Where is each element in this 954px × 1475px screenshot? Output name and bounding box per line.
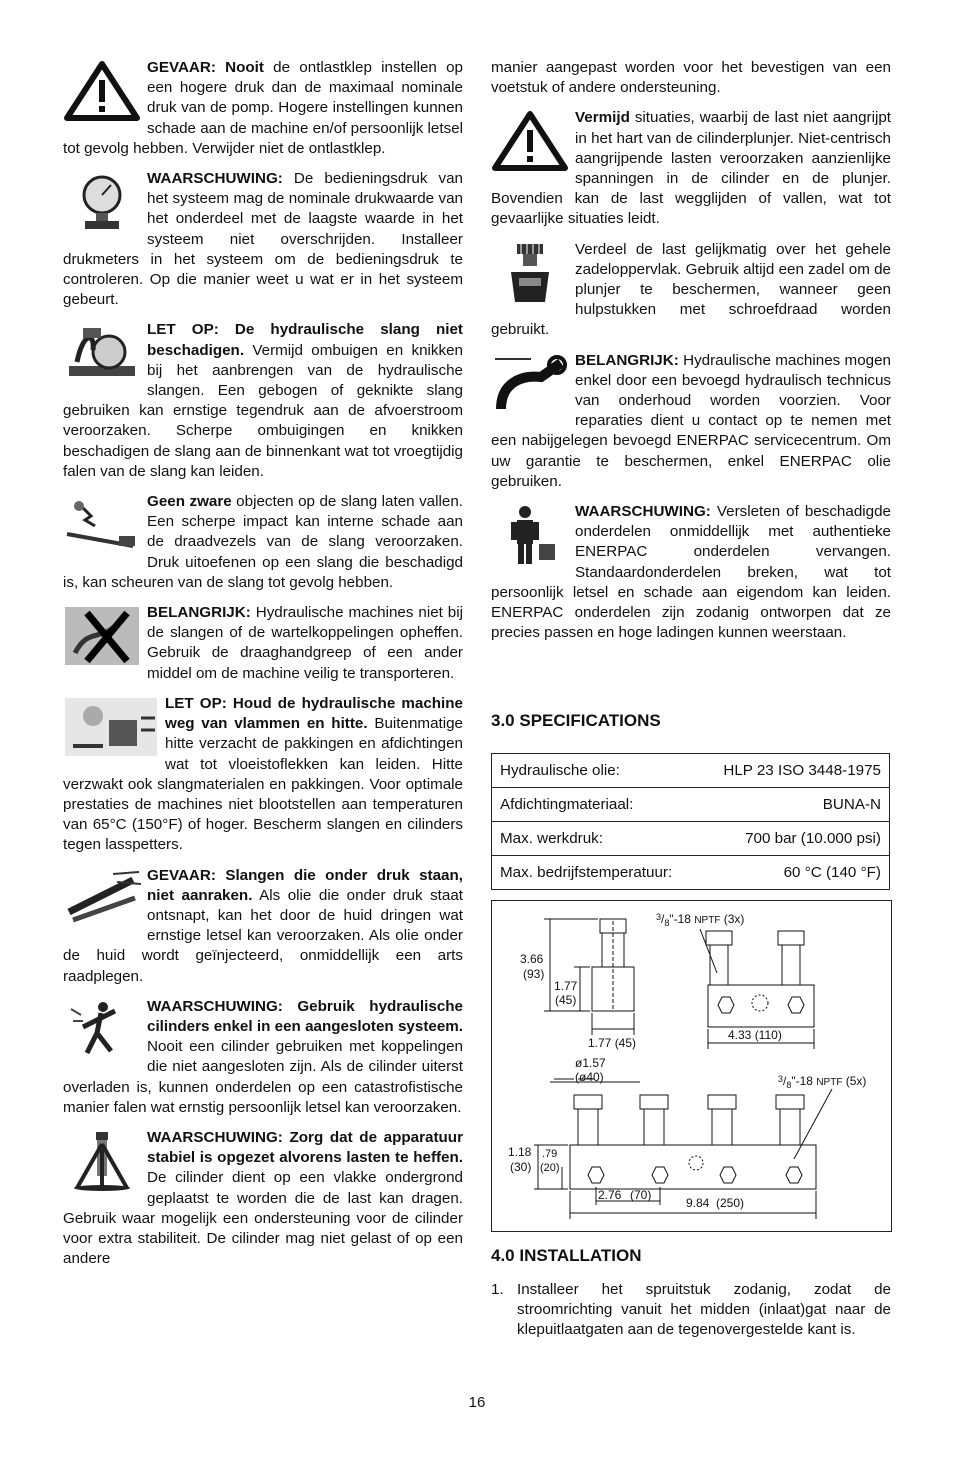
warning3-text: De cilinder dient op een vlakke ondergrond geplaatst te worden die de last kan dragen. Gebruik waar mogelijk een ondersteuning voor de cilinder voor extra stabiliteit. De cilinder mag niet gelast of op een andere — [63, 1169, 463, 1268]
danger-relief-valve — [63, 58, 463, 159]
warning-lead: WAARSCHUWING: — [147, 170, 283, 188]
danger2-lead: GEVAAR: Slangen die onder druk staan, niet aanraken. — [147, 866, 463, 904]
dim-45: (45) — [555, 993, 577, 1007]
person-parts-icon — [491, 504, 569, 566]
avoid-lead: Vermijd — [575, 109, 630, 127]
warning-triangle-icon — [491, 110, 569, 172]
no-heavy-objects — [63, 492, 463, 593]
danger-pressurized-hose — [63, 866, 463, 987]
table-row — [492, 788, 890, 822]
worn-text: Versleten of beschadigde onderdelen onmiddellijk met authentieke ENERPAC onderdelen vervangen. Standaardonderdelen breken, wat tot persoonlijk letsel en schade aan eigendom kan leiden. ENERPAC onderdelen zijn zodanig ontworpen dat ze precies passen en hoge ladingen kunnen weerstaan. — [491, 503, 891, 642]
left-column — [63, 58, 463, 1279]
important-text: Hydraulische machines niet bij de slangen of de wartelkoppelingen opheffen. Gebruik de draaghandgreep of een ander middel om de machine veilig te transporteren. — [147, 604, 463, 682]
specifications-heading: 3.0 SPECIFICATIONS — [491, 711, 661, 730]
person-explosion-icon — [63, 999, 141, 1061]
saddle-cylinder-icon — [491, 242, 569, 304]
warning-worn-parts — [491, 502, 891, 643]
important-lead: BELANGRIJK: — [147, 604, 251, 622]
caution-heat — [63, 694, 463, 856]
dim-30: (30) — [510, 1160, 532, 1174]
dim-20: (20) — [540, 1162, 560, 1174]
pressure-gauge-icon — [63, 171, 141, 233]
warning-text: De bedieningsdruk van het systeem mag de nominale drukwaarde van het onderdeel met de laagste waarde in het systeem niet overschrijden. Installeer drukmeters in het systeem om de bedieningsdruk te controleren. Op die manier weet u wat er in het systeem gebeurt. — [63, 170, 463, 309]
list-text: Installeer het spruitstuk zodanig, zodat de stroomrichting vanuit het midden (inlaat)gat naar de klepuitlaatgaten aan de tegenovergestelde kant is. — [517, 1281, 891, 1339]
warning-connected-system — [63, 997, 463, 1118]
distribute-text: Verdeel de last gelijkmatig over het gehele zadeloppervlak. Gebruik altijd een zadel om de plunjer te beschermen, wanneer geen hulpstukken met schroefdraad worden gebruikt. — [491, 240, 891, 339]
distribute-load — [491, 240, 891, 341]
warning-triangle-icon — [63, 60, 141, 122]
thread-5x-label: $^3/_8"-18$ NPTF (5x) — [778, 1074, 867, 1090]
dim-433-110: 4.33 (110) — [728, 1028, 782, 1042]
hand-hose-spray-icon — [63, 868, 141, 930]
falling-object-icon — [63, 494, 141, 556]
dim-250: (250) — [716, 1196, 745, 1210]
installation-heading: 4.0 INSTALLATION — [491, 1246, 642, 1265]
service-lead: BELANGRIJK: — [575, 351, 679, 369]
dim-d157: ø1.57 — [575, 1056, 606, 1070]
spec-label: Hydraulische olie: — [492, 754, 699, 788]
dim-984: 9.84 — [686, 1196, 710, 1210]
cylinder-stand-icon — [63, 1130, 141, 1192]
avoid-text: situaties, waarbij de last niet aangrijpt in het hart van de cilinderplunjer. Niet-centrisch aangrijpende lasten veroorzaken aanzienlijke spanningen in de cilinder en de plunjer. Bovendien kan de last wegglijden of vallen, wat tot gevaarlijke situaties leidt. — [491, 109, 891, 228]
caution-text: Vermijd ombuigen en knikken bij het aanbrengen van de hydraulische slangen. Een gebogen of geknikte slang gebruiken kan ernstige tegendruk aan de afvoerstroom veroorzaken. Scherpe ombuigingen en knikken beschadigen de slang aan de binnenkant wat tot vroegtijdig falen van de slang kan leiden. — [63, 341, 463, 480]
dim-118: 1.18 — [508, 1145, 532, 1159]
worn-lead: WAARSCHUWING: — [575, 503, 711, 521]
no-lift-by-hose-icon — [63, 605, 141, 667]
table-row — [492, 754, 890, 788]
warning2-lead: WAARSCHUWING: Gebruik hydraulische cilinders enkel in een aangesloten systeem. — [147, 997, 463, 1035]
spec-value: HLP 23 ISO 3448-1975 — [698, 754, 889, 788]
dim-70: (70) — [630, 1188, 652, 1202]
no-heavy-text: objecten op de slang laten vallen. Een scherpe impact kan interne schade aan de draadvezels van de slang veroorzaken. Druk uitoefenen op een slang die beschadigd is, kan scheuren van de slang tot gevolg hebben. — [63, 493, 463, 591]
avoid-off-center — [491, 108, 891, 229]
continued-text: manier aangepast worden voor het bevestigen van een voetstuk of andere ondersteuning. — [491, 59, 891, 97]
list-item — [491, 1280, 891, 1341]
service-text: Hydraulische machines mogen enkel door een bevoegd hydraulisch technicus van onderhoud worden voorzien. Voor reparaties dient u contact op te nemen met een nabijgelegen bevoegd ENERPAC servicecentrum. Om uw garantie te beschermen, enkel ENERPAC olie gebruiken. — [491, 351, 891, 490]
heat-text: Buitenmatige hitte verzacht de pakkingen en afdichtingen wat tot vloeistoflekken kan leiden. Hitte verzwakt ook slangmaterialen en pakkingen. Voor optimale prestaties de machines niet blootstellen aan temperaturen van 65°C (150°F) of hoger. Bescherm slangen en cilinders tegen lasspetters. — [63, 715, 463, 854]
long-view-drawing — [534, 1079, 832, 1219]
spec-value: BUNA-N — [698, 788, 889, 822]
dim-d40: (ø40) — [575, 1070, 604, 1084]
installation-list — [491, 1280, 891, 1341]
dim-366: 3.66 — [520, 952, 544, 966]
dim-79: .79 — [542, 1148, 558, 1160]
manifold-dimension-diagram — [491, 900, 892, 1232]
important-no-lift-by-hose — [63, 603, 463, 684]
warning3-lead: WAARSCHUWING: Zorg dat de apparatuur stabiel is opgezet alvorens lasten te heffen. — [147, 1128, 463, 1167]
right-column — [491, 58, 891, 653]
flame-heat-icon — [63, 696, 159, 758]
caution-hose-damage — [63, 320, 463, 482]
hose-kink-icon — [63, 322, 141, 384]
warning-pressure — [63, 169, 463, 310]
important-service — [491, 351, 891, 492]
danger-lead: GEVAAR: Nooit — [147, 59, 264, 76]
side-view-drawing — [544, 919, 634, 1035]
dim-177-45: 1.77 (45) — [588, 1036, 637, 1050]
spec-label: Max. werkdruk: — [492, 822, 699, 856]
danger2-text: Als olie die onder druk staat ontsnapt, kan het door de huid dringen wat ernstige letsel kan veroorzaken. Als olie onder de huid wordt geïnjecteerd, onmiddellijk een arts raadplegen. — [63, 886, 463, 985]
dim-177: 1.77 — [554, 979, 578, 993]
caution-lead: LET OP: De hydraulische slang niet beschadigen. — [147, 321, 463, 359]
warning-stable-setup — [63, 1128, 463, 1269]
warning2-text: Nooit een cilinder gebruiken met koppelingen die niet aangesloten zijn. Als de cilinder uiterst overladen is, kunnen onderdelen op een catastrofistische manier falen wat ernstig persoonlijk letsel kan veroorzaken. — [63, 1038, 463, 1116]
spec-label: Max. bedrijfstemperatuur: — [500, 864, 673, 881]
spec-value: 60 °C (140 °F) — [783, 864, 881, 881]
wrench-hand-icon — [491, 353, 569, 415]
danger-text: de ontlastklep instellen op een hogere druk dan de maximaal nominale druk van de pomp. Hogere instellingen kunnen schade aan de machine en/of persoonlijk letsel tot gevolg hebben. Verwijder niet de ontlastklep. — [63, 59, 463, 157]
specifications-table — [491, 753, 890, 890]
dim-276: 2.76 — [598, 1188, 622, 1202]
page-number: 16 — [468, 1394, 486, 1411]
dim-93: (93) — [523, 967, 545, 981]
no-heavy-lead: Geen zware — [147, 493, 232, 511]
table-row — [492, 856, 890, 890]
heat-lead: LET OP: Houd de hydraulische machine weg van vlammen en hitte. — [165, 694, 463, 733]
spec-value: 700 bar (10.000 psi) — [698, 822, 889, 856]
table-row — [492, 822, 890, 856]
thread-3x-label: $^3/_8"-18$ NPTF (3x) — [656, 912, 745, 928]
list-number: 1. — [491, 1281, 504, 1298]
spec-label: Afdichtingmateriaal: — [492, 788, 699, 822]
